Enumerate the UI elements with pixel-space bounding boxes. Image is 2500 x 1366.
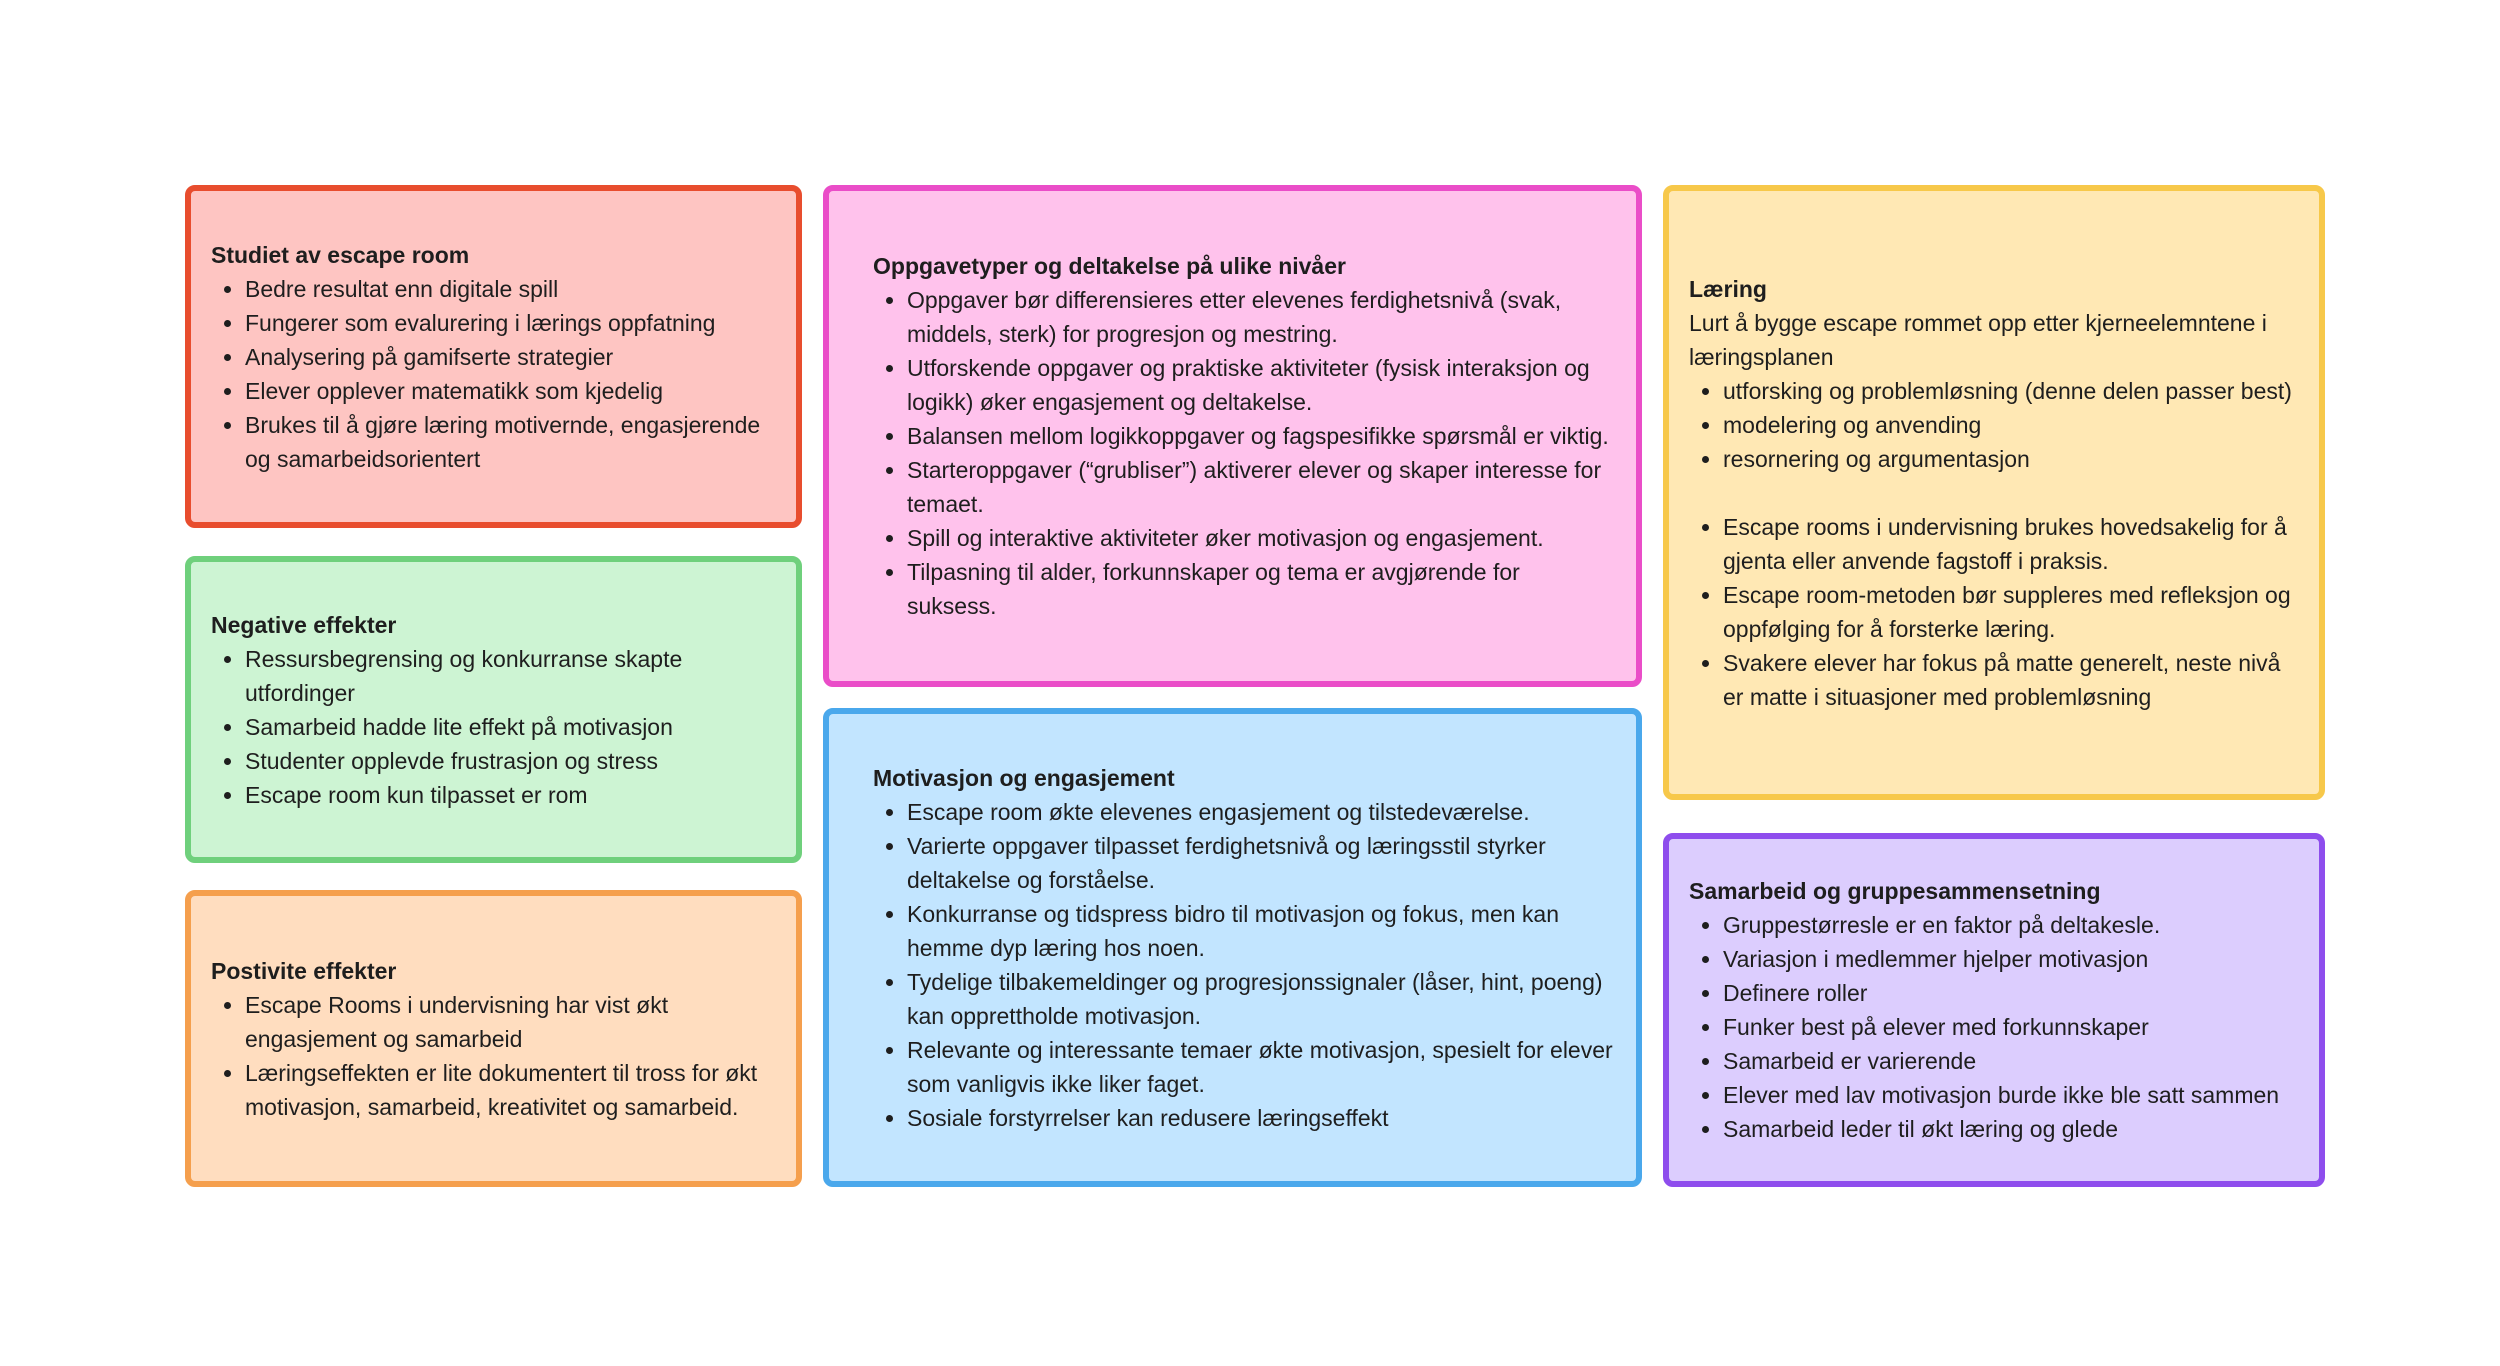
list-item: • Ressursbegrensing og konkurranse skapte utfordinger: [245, 642, 774, 710]
list-item: • resornering og argumentasjon: [1723, 442, 2297, 476]
list-item: • Variasjon i medlemmer hjelper motivasjon: [1723, 942, 2297, 976]
card-intro-text: Lurt å bygge escape rommet opp etter kjerneelemntene i læringsplanen: [1689, 309, 2267, 370]
card-positive-effekter[interactable]: [185, 890, 802, 1187]
list-item: • Fungerer som evalurering i lærings oppfatning: [245, 306, 774, 340]
card-negative-effekter[interactable]: [185, 556, 802, 863]
list-item: • Balansen mellom logikkoppgaver og fagspesifikke spørsmål er viktig.: [907, 419, 1614, 453]
card-motivasjon-og-engasjement[interactable]: [823, 708, 1642, 1187]
list-item: • utforsking og problemløsning (denne delen passer best): [1723, 374, 2297, 408]
list-item: • Elever opplever matematikk som kjedelig: [245, 374, 774, 408]
list-item: • Tydelige tilbakemeldinger og progresjonssignaler (låser, hint, poeng) kan opprettholde motivasjon.: [907, 965, 1614, 1033]
card-title: Oppgavetyper og deltakelse på ulike nivåer: [873, 253, 1346, 279]
list-item: • Konkurranse og tidspress bidro til motivasjon og fokus, men kan hemme dyp læring hos noen.: [907, 897, 1614, 965]
list-item: • Utforskende oppgaver og praktiske aktiviteter (fysisk interaksjon og logikk) øker engasjement og deltakelse.: [907, 351, 1614, 419]
list-item: • Bedre resultat enn digitale spill: [245, 272, 774, 306]
card-samarbeid-og-gruppesammensetning[interactable]: [1663, 833, 2325, 1187]
card-title: Motivasjon og engasjement: [873, 764, 1175, 791]
card-laering[interactable]: [1663, 185, 2325, 800]
list-item: • Tilpasning til alder, forkunnskaper og tema er avgjørende for suksess.: [907, 555, 1614, 623]
card-title: Samarbeid og gruppesammensetning: [1689, 878, 2101, 904]
list-item: • Analysering på gamifserte strategier: [245, 340, 774, 374]
list-item: • Gruppestørresle er en faktor på deltakesle.: [1723, 908, 2297, 942]
card-title: Studiet av escape room: [211, 241, 470, 268]
card-title: Læring: [1689, 275, 1767, 302]
bullet-list: [873, 283, 1614, 623]
bullet-list: [873, 795, 1614, 1135]
list-item: • Definere roller: [1723, 976, 2297, 1010]
list-item: • Escape rooms i undervisning brukes hovedsakelig for å gjenta eller anvende fagstoff i praksis.: [1723, 510, 2297, 578]
list-item: • Funker best på elever med forkunnskaper: [1723, 1010, 2297, 1044]
list-item: • modelering og anvending: [1723, 408, 2297, 442]
card-title: Negative effekter: [211, 611, 397, 638]
list-item: • Escape room kun tilpasset er rom: [245, 778, 774, 812]
list-item: • Escape room-metoden bør suppleres med refleksjon og oppfølging for å forsterke læring.: [1723, 578, 2297, 646]
card-studiet-av-escape-room[interactable]: [185, 185, 802, 528]
list-item: • Starteroppgaver (“grubliser”) aktiverer elever og skaper interesse for temaet.: [907, 453, 1614, 521]
list-item: • Varierte oppgaver tilpasset ferdighetsnivå og læringsstil styrker deltakelse og forståelse.: [907, 829, 1614, 897]
bullet-list: [211, 988, 774, 1124]
list-item: • Samarbeid er varierende: [1723, 1044, 2297, 1078]
list-item: • Brukes til å gjøre læring motivernde, engasjerende og samarbeidsorientert: [245, 408, 774, 476]
list-item: • Escape Rooms i undervisning har vist økt engasjement og samarbeid: [245, 988, 774, 1056]
list-item: • Spill og interaktive aktiviteter øker motivasjon og engasjement.: [907, 521, 1614, 555]
list-item: • Samarbeid leder til økt læring og glede: [1723, 1112, 2297, 1146]
list-item: • Escape room økte elevenes engasjement og tilstedeværelse.: [907, 795, 1614, 829]
list-item: • Elever med lav motivasjon burde ikke ble satt sammen: [1723, 1078, 2297, 1112]
list-item: • Relevante og interessante temaer økte motivasjon, spesielt for elever som vanligvis ikke liker faget.: [907, 1033, 1614, 1101]
bullet-list: [211, 272, 774, 476]
bullet-list: [211, 642, 774, 812]
list-item: • Læringseffekten er lite dokumentert til tross for økt motivasjon, samarbeid, kreativitet og samarbeid.: [245, 1056, 774, 1124]
list-item: • Svakere elever har fokus på matte generelt, neste nivå er matte i situasjoner med problemløsning: [1723, 646, 2297, 714]
list-item: • Oppgaver bør differensieres etter elevenes ferdighetsnivå (svak, middels, sterk) for progresjon og mestring.: [907, 283, 1614, 351]
list-item: • Sosiale forstyrrelser kan redusere læringseffekt: [907, 1101, 1614, 1135]
bullet-list: [1689, 374, 2297, 476]
card-title: Postivite effekter: [211, 957, 397, 984]
bullet-list-secondary: [1689, 510, 2297, 714]
list-item: • Studenter opplevde frustrasjon og stress: [245, 744, 774, 778]
card-oppgavetyper-og-deltakelse[interactable]: [823, 185, 1642, 687]
bullet-list: [1689, 908, 2297, 1146]
list-item: • Samarbeid hadde lite effekt på motivasjon: [245, 710, 774, 744]
